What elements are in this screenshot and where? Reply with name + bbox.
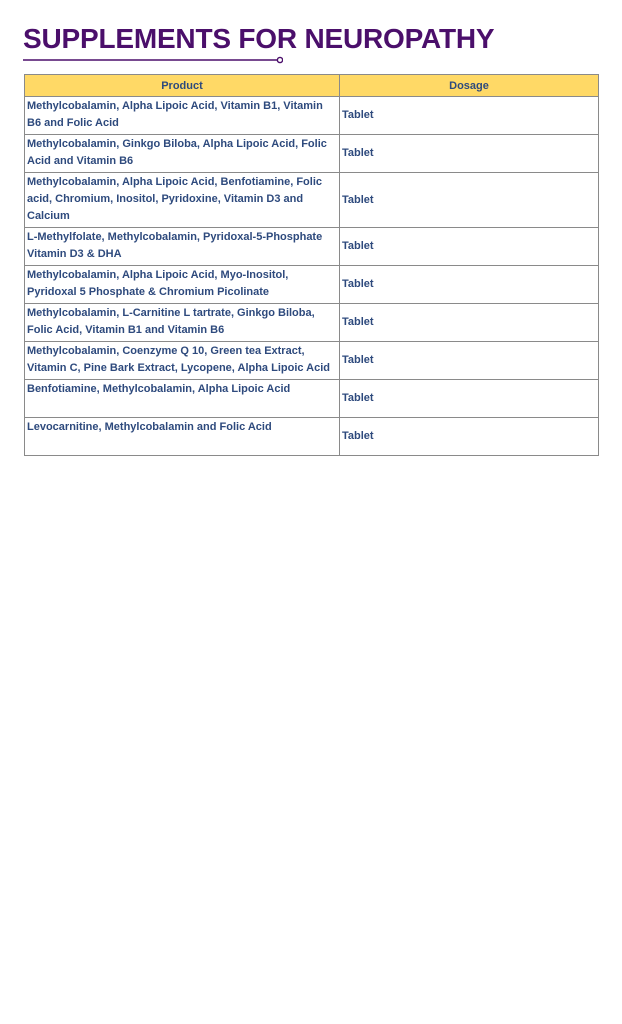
product-cell: Methylcobalamin, Alpha Lipoic Acid, Benfotiamine, Folic acid, Chromium, Inositol, Pyridoxine, Vitamin D3 and Calcium bbox=[25, 173, 340, 228]
table-row bbox=[25, 173, 599, 228]
table-row bbox=[25, 97, 599, 135]
product-cell: Levocarnitine, Methylcobalamin and Folic Acid bbox=[25, 418, 340, 456]
table-row bbox=[25, 304, 599, 342]
dosage-cell: Tablet bbox=[340, 304, 599, 342]
column-header-dosage: Dosage bbox=[340, 75, 599, 97]
product-cell: Methylcobalamin, Alpha Lipoic Acid, Vitamin B1, Vitamin B6 and Folic Acid bbox=[25, 97, 340, 135]
underline-end-dot bbox=[277, 57, 282, 62]
product-cell: L-Methylfolate, Methylcobalamin, Pyridoxal-5-Phosphate Vitamin D3 & DHA bbox=[25, 228, 340, 266]
product-cell: Methylcobalamin, Alpha Lipoic Acid, Myo-Inositol, Pyridoxal 5 Phosphate & Chromium Picolinate bbox=[25, 266, 340, 304]
dosage-cell: Tablet bbox=[340, 97, 599, 135]
dosage-cell: Tablet bbox=[340, 418, 599, 456]
product-cell: Methylcobalamin, L-Carnitine L tartrate, Ginkgo Biloba, Folic Acid, Vitamin B1 and Vitamin B6 bbox=[25, 304, 340, 342]
table-row bbox=[25, 380, 599, 418]
dosage-cell: Tablet bbox=[340, 173, 599, 228]
title-underline bbox=[23, 56, 283, 64]
product-cell: Methylcobalamin, Coenzyme Q 10, Green tea Extract, Vitamin C, Pine Bark Extract, Lycopene, Alpha Lipoic Acid bbox=[25, 342, 340, 380]
dosage-cell: Tablet bbox=[340, 135, 599, 173]
dosage-cell: Tablet bbox=[340, 228, 599, 266]
dosage-cell: Tablet bbox=[340, 266, 599, 304]
column-header-product: Product bbox=[25, 75, 340, 97]
table-row bbox=[25, 418, 599, 456]
product-cell: Methylcobalamin, Ginkgo Biloba, Alpha Lipoic Acid, Folic Acid and Vitamin B6 bbox=[25, 135, 340, 173]
table-row bbox=[25, 135, 599, 173]
dosage-cell: Tablet bbox=[340, 380, 599, 418]
table-row bbox=[25, 342, 599, 380]
table-row bbox=[25, 228, 599, 266]
table-row bbox=[25, 266, 599, 304]
product-cell: Benfotiamine, Methylcobalamin, Alpha Lipoic Acid bbox=[25, 380, 340, 418]
table-header-row bbox=[25, 75, 599, 97]
dosage-cell: Tablet bbox=[340, 342, 599, 380]
supplements-table bbox=[24, 74, 599, 456]
page-title: SUPPLEMENTS FOR NEUROPATHY bbox=[23, 23, 495, 54]
